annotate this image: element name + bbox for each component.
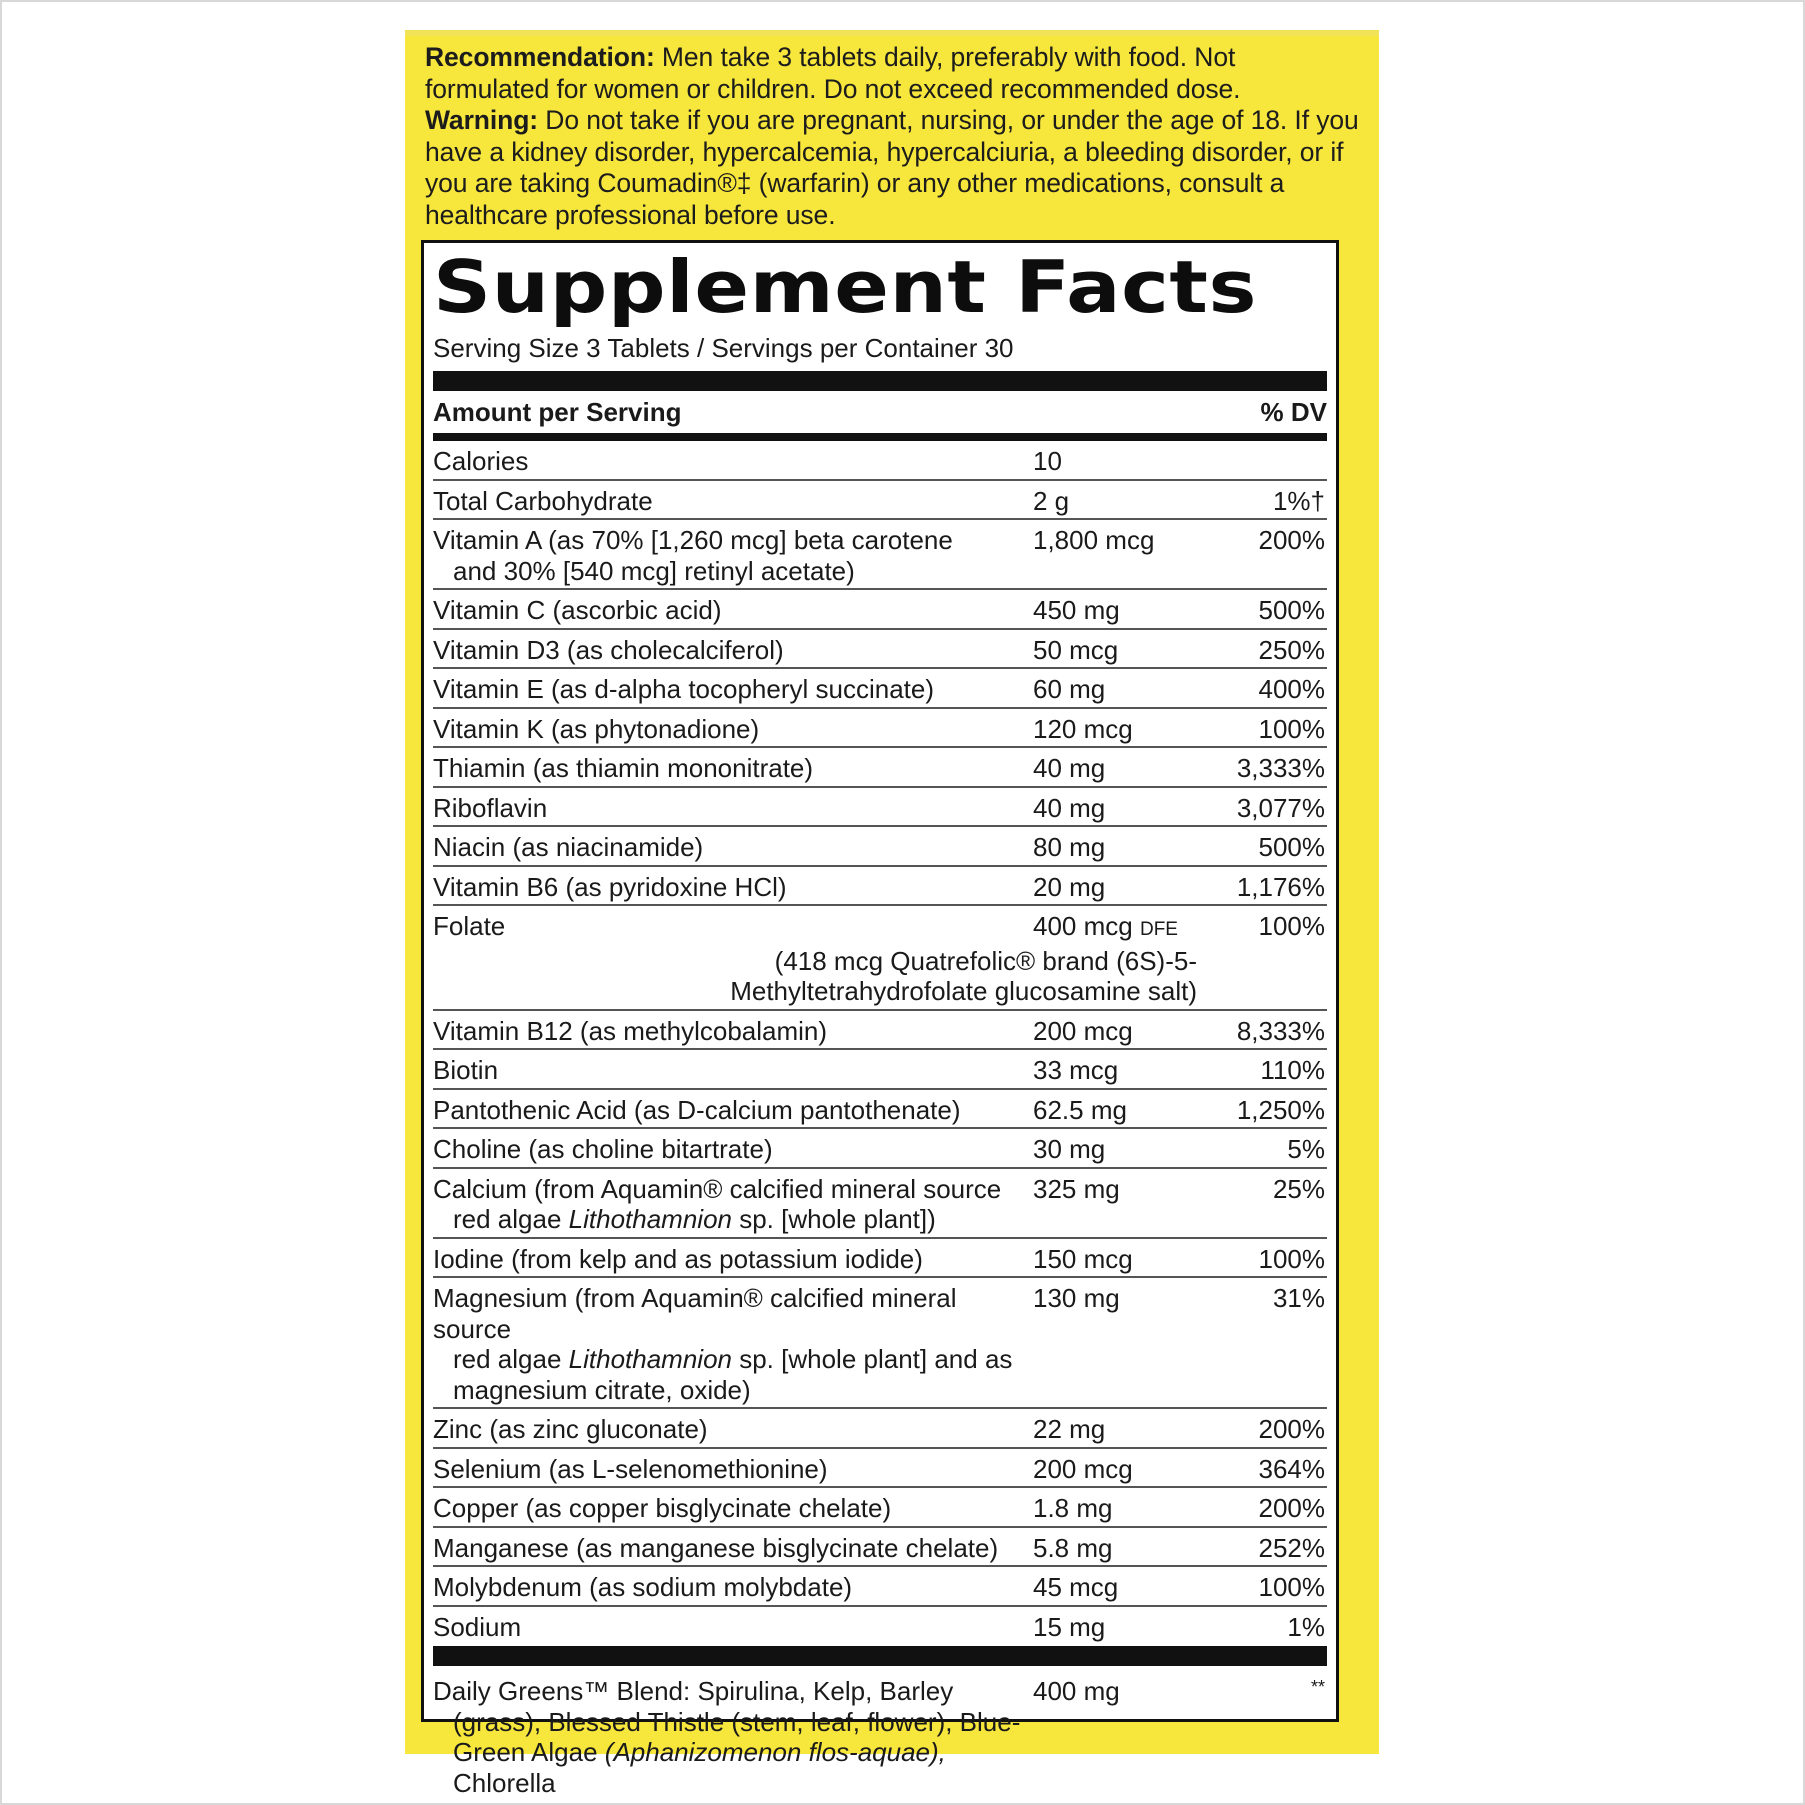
nutrient-dv: 1,176% [1236, 871, 1325, 902]
nutrient-name: Thiamin (as thiamin mononitrate) [433, 753, 814, 783]
source-text: sp. [whole plant] and as [732, 1344, 1013, 1374]
nutrient-list [433, 441, 1327, 1644]
nutrient-row [433, 441, 1327, 481]
blend-line [433, 1737, 1033, 1798]
nutrient-name: Vitamin A (as 70% [1,260 mcg] beta carotene [433, 525, 953, 555]
source-text: sp. [whole plant]) [732, 1204, 936, 1234]
divider-thick [433, 1646, 1327, 1666]
nutrient-row [433, 1050, 1327, 1090]
recommendation-text: Men take 3 tablets daily, preferably with food. Not formulated for women or children. Do not exceed recommended dose. [425, 42, 1241, 104]
nutrient-amount: 10 [1033, 446, 1062, 476]
nutrient-row [433, 1488, 1327, 1528]
label-panel [405, 30, 1379, 1798]
nutrient-name: Vitamin C (ascorbic acid) [433, 595, 722, 625]
nutrient-dv: 252% [1258, 1532, 1325, 1563]
folate-note [433, 946, 1327, 1007]
blend-line: (grass), Blessed Thistle (stem, leaf, flower), Blue- [453, 1706, 1021, 1737]
nutrient-row [433, 1567, 1327, 1607]
nutrient-name-block [433, 1174, 1033, 1235]
nutrient-amount: 2 g [1033, 485, 1070, 516]
nutrient-name: Choline (as choline bitartrate) [433, 1134, 773, 1164]
nutrient-name: Magnesium (from Aquamin® calcified mineral source [433, 1283, 957, 1344]
page-border-left [0, 0, 2, 1805]
recommendation-label: Recommendation: [425, 42, 655, 72]
nutrient-name: Total Carbohydrate [433, 485, 653, 516]
divider-thick [433, 371, 1327, 391]
nutrient-dv: 100% [1258, 713, 1325, 744]
divider-medium [433, 433, 1327, 441]
nutrient-amount-block [1033, 911, 1213, 946]
nutrient-amount: 60 mg [1033, 674, 1106, 704]
nutrient-name: Niacin (as niacinamide) [433, 832, 704, 862]
blend-text: Green Algae [453, 1737, 605, 1767]
usage-notes [425, 42, 1365, 231]
dv-header: % DV [1260, 396, 1327, 427]
nutrient-name-continued: magnesium citrate, oxide) [453, 1374, 751, 1405]
nutrient-row [433, 520, 1327, 590]
nutrient-name: Vitamin E (as d-alpha tocopheryl succinate) [433, 674, 934, 704]
nutrient-amount: 45 mcg [1033, 1572, 1119, 1602]
nutrient-amount: 40 mg [1033, 753, 1106, 783]
warning-label: Warning: [425, 105, 539, 135]
nutrient-row [433, 1129, 1327, 1169]
nutrient-dv: 400% [1258, 674, 1325, 704]
nutrient-name: Biotin [433, 1055, 499, 1085]
nutrient-name-block [433, 525, 1033, 586]
folate-note-line: (418 mcg Quatrefolic® brand (6S)-5- [774, 945, 1197, 976]
nutrient-name: Calories [433, 446, 529, 476]
species-name: (Aphanizomenon flos-aquae), [604, 1737, 946, 1767]
folate-unit: DFE [1139, 919, 1178, 940]
nutrient-dv: 200% [1258, 1493, 1325, 1523]
nutrient-name: Vitamin D3 (as cholecalciferol) [433, 634, 784, 665]
nutrient-name-continued: and 30% [540 mcg] retinyl acetate) [453, 555, 855, 586]
nutrient-row [433, 1090, 1327, 1130]
nutrient-name: Vitamin K (as phytonadione) [433, 713, 760, 744]
nutrient-dv: 200% [1258, 525, 1325, 555]
nutrient-dv: 110% [1260, 1055, 1325, 1085]
blend-row [433, 1666, 1327, 1800]
species-name: Lithothamnion [568, 1344, 732, 1374]
nutrient-amount: 40 mg [1033, 792, 1106, 823]
nutrient-row [433, 669, 1327, 709]
nutrient-row [433, 481, 1327, 521]
nutrient-row [433, 1239, 1327, 1279]
nutrient-amount: 80 mg [1033, 832, 1106, 862]
nutrient-dv: 250% [1258, 634, 1325, 665]
nutrient-name: Iodine (from kelp and as potassium iodide) [433, 1243, 923, 1274]
warning-paragraph [425, 105, 1365, 231]
nutrient-dv: 3,077% [1236, 792, 1325, 823]
nutrient-name: Selenium (as L-selenomethionine) [433, 1453, 828, 1484]
nutrient-amount: 1,800 mcg [1033, 525, 1155, 555]
nutrient-dv: 100% [1258, 1572, 1325, 1602]
nutrient-amount: 200 mcg [1033, 1453, 1133, 1484]
nutrient-dv: 500% [1258, 595, 1325, 625]
serving-info: Serving Size 3 Tablets / Servings per Container 30 [433, 333, 1014, 363]
nutrient-dv: 364% [1258, 1453, 1325, 1484]
facts-header-row [433, 391, 1327, 433]
blend-amount: 400 mg [1033, 1676, 1120, 1706]
nutrient-name: Zinc (as zinc gluconate) [433, 1414, 708, 1444]
blend-dv: ** [1310, 1677, 1325, 1697]
nutrient-amount: 325 mg [1033, 1173, 1120, 1204]
nutrient-name: Molybdenum (as sodium molybdate) [433, 1572, 853, 1602]
nutrient-dv: 1,250% [1236, 1094, 1325, 1125]
nutrient-amount: 33 mcg [1033, 1055, 1119, 1085]
nutrient-amount: 130 mg [1033, 1283, 1120, 1313]
magnesium-row [433, 1278, 1327, 1409]
nutrient-row [433, 1528, 1327, 1568]
nutrient-dv: 25% [1272, 1173, 1325, 1204]
nutrient-row [433, 630, 1327, 670]
nutrient-name: Vitamin B12 (as methylcobalamin) [433, 1015, 828, 1046]
nutrient-amount: 30 mg [1033, 1134, 1106, 1164]
nutrient-dv: 1%† [1272, 485, 1325, 516]
nutrient-amount: 400 mcg [1033, 911, 1133, 941]
page-border-top [0, 0, 1805, 2]
nutrient-amount: 15 mg [1033, 1611, 1106, 1642]
amount-header: Amount per Serving [433, 396, 682, 427]
nutrient-name-continued [433, 1344, 1033, 1375]
calcium-row [433, 1169, 1327, 1239]
nutrient-name: Pantothenic Acid (as D-calcium pantothenate) [433, 1094, 961, 1125]
nutrient-dv: 100% [1258, 1243, 1325, 1274]
nutrient-row [433, 748, 1327, 788]
nutrient-amount: 5.8 mg [1033, 1532, 1113, 1563]
folate-note-line: Methyltetrahydrofolate glucosamine salt) [730, 976, 1197, 1006]
nutrient-name: Folate [433, 911, 506, 941]
warning-text: Do not take if you are pregnant, nursing, or under the age of 18. If you have a kidney disorder, hypercalcemia, hypercalciuria, a bleeding disorder, or if you are taking Coumadin®‡ (warfarin) or any other medications, consult a healthcare professional before use. [425, 105, 1359, 230]
nutrient-amount: 450 mg [1033, 595, 1120, 625]
nutrient-row [433, 1449, 1327, 1489]
facts-title: Supplement Facts [433, 245, 1258, 329]
blend-text: Chlorella [453, 1767, 556, 1798]
nutrient-name: Calcium (from Aquamin® calcified mineral source [433, 1173, 1002, 1204]
nutrient-amount: 50 mcg [1033, 634, 1119, 665]
nutrient-dv: 31% [1272, 1283, 1325, 1313]
recommendation-paragraph [425, 42, 1365, 105]
nutrient-row [433, 1409, 1327, 1449]
nutrient-name: Vitamin B6 (as pyridoxine HCl) [433, 871, 787, 902]
nutrient-dv: 3,333% [1236, 753, 1325, 783]
nutrient-dv: 100% [1258, 911, 1325, 941]
nutrient-dv: 200% [1258, 1414, 1325, 1444]
nutrient-amount: 150 mcg [1033, 1243, 1133, 1274]
nutrient-amount: 22 mg [1033, 1414, 1106, 1444]
folate-row [433, 906, 1327, 1011]
nutrient-amount: 62.5 mg [1033, 1094, 1127, 1125]
nutrient-name: Riboflavin [433, 792, 548, 823]
nutrient-row [433, 1011, 1327, 1051]
nutrient-row [433, 867, 1327, 907]
nutrient-row [433, 788, 1327, 828]
nutrient-amount: 200 mcg [1033, 1015, 1133, 1046]
source-text: red algae [453, 1344, 569, 1374]
nutrient-amount: 20 mg [1033, 871, 1106, 902]
nutrient-amount: 120 mcg [1033, 713, 1133, 744]
nutrient-dv: 5% [1287, 1134, 1325, 1164]
nutrient-dv: 500% [1258, 832, 1325, 862]
nutrient-row [433, 1607, 1327, 1645]
species-name: Lithothamnion [568, 1204, 732, 1234]
nutrient-row [433, 827, 1327, 867]
nutrient-name: Copper (as copper bisglycinate chelate) [433, 1493, 892, 1523]
nutrient-name: Manganese (as manganese bisglycinate chelate) [433, 1532, 999, 1563]
supplement-facts-box [421, 240, 1339, 1798]
nutrient-name-block [433, 1283, 1033, 1405]
blend-ingredients [433, 1676, 1033, 1798]
nutrient-amount: 1.8 mg [1033, 1493, 1113, 1523]
nutrient-row [433, 590, 1327, 630]
blend-line: Daily Greens™ Blend: Spirulina, Kelp, Barley [433, 1676, 954, 1706]
source-text: red algae [453, 1204, 569, 1234]
nutrient-dv: 1% [1287, 1611, 1325, 1642]
nutrient-name-continued [433, 1204, 1033, 1235]
nutrient-dv: 8,333% [1236, 1015, 1325, 1046]
nutrient-name: Sodium [433, 1611, 522, 1642]
nutrient-row [433, 709, 1327, 749]
